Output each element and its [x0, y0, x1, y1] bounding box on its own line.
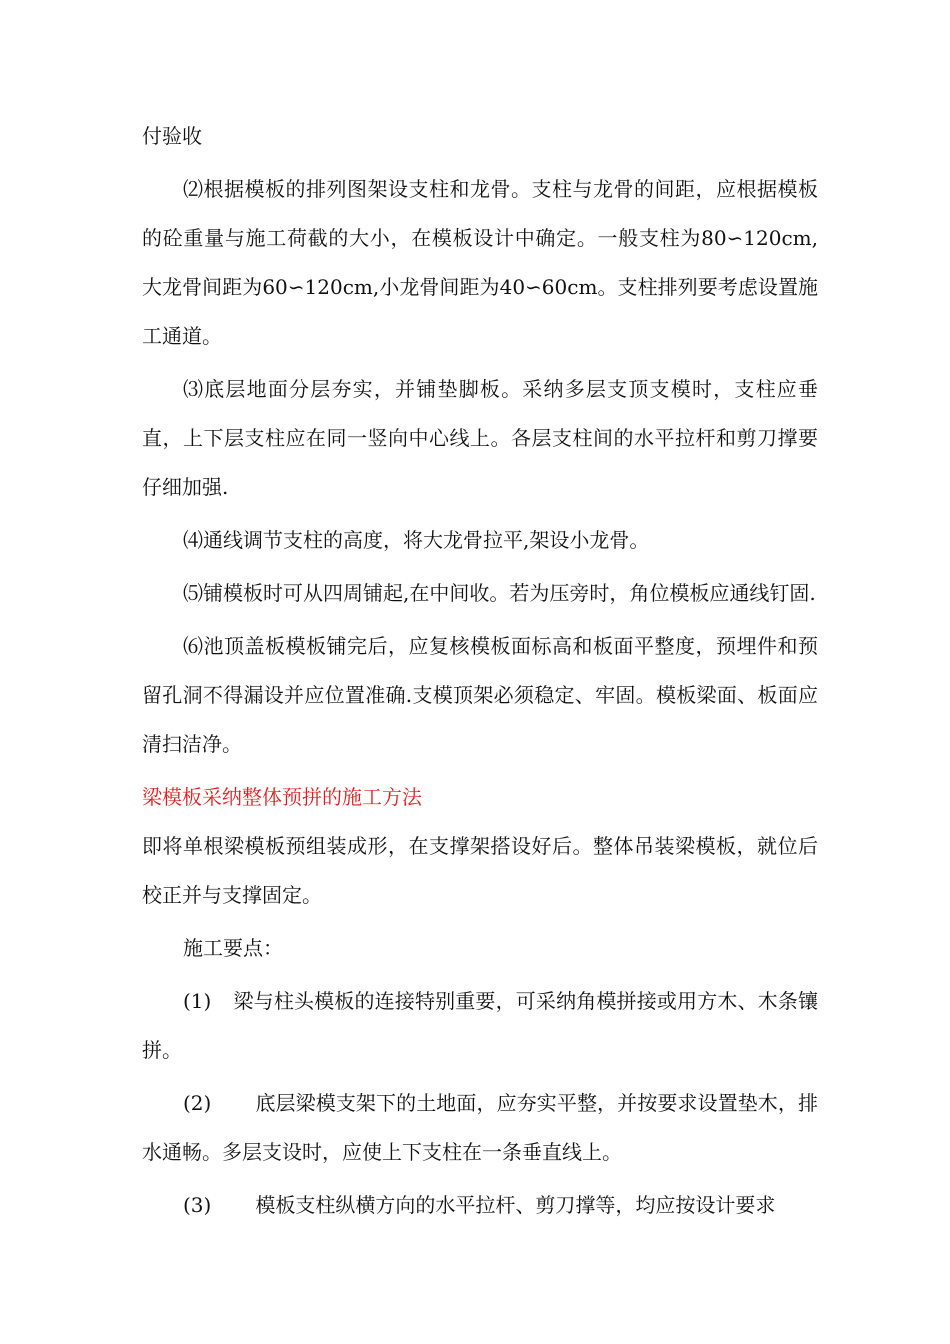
point-number-3: (3)	[183, 1193, 212, 1217]
point-text-3: 模板支柱纵横方向的水平拉杆、剪刀撑等，均应按设计要求	[255, 1193, 776, 1217]
point-text-1: 梁与柱头模板的连接特别重要，可采纳角模拼接或用方木、木条镶拼。	[142, 989, 818, 1062]
paragraph-item-3: ⑶底层地面分层夯实，并铺垫脚板。采纳多层支顶支模时，支柱应垂直，上下层支柱应在同一竖向中心线上。各层支柱间的水平拉杆和剪刀撑要仔细加强.	[142, 377, 818, 499]
point-item-1	[142, 977, 818, 1075]
point-item-3	[142, 1181, 818, 1230]
section-heading: 梁模板采纳整体预拼的施工方法	[142, 785, 422, 809]
point-text-2: 底层梁模支架下的土地面，应夯实平整，并按要求设置垫木，排水通畅。多层支设时，应使上下支柱在一条垂直线上。	[142, 1091, 818, 1164]
point-item-2	[142, 1079, 818, 1177]
paragraph-continuation: 付验收	[142, 124, 202, 148]
paragraph-item-4: ⑷通线调节支柱的高度，将大龙骨拉平,架设小龙骨。	[183, 528, 650, 552]
paragraph-item-5: ⑸铺模板时可从四周铺起,在中间收。若为压旁时，角位模板应通线钉固.	[183, 581, 816, 605]
paragraph-item-6: ⑹池顶盖板模板铺完后，应复核模板面标高和板面平整度，预埋件和预留孔洞不得漏设并应位置准确.支模顶架必须稳定、牢固。模板梁面、板面应清扫洁净。	[142, 634, 818, 756]
points-label: 施工要点：	[183, 936, 283, 960]
point-number-2: (2)	[183, 1091, 212, 1115]
document-body	[142, 112, 818, 1230]
section-intro: 即将单根梁模板预组装成形，在支撑架搭设好后。整体吊装梁模板，就位后校正并与支撑固定。	[142, 834, 818, 907]
point-number-1: (1)	[183, 989, 212, 1013]
paragraph-item-2: ⑵根据模板的排列图架设支柱和龙骨。支柱与龙骨的间距，应根据模板的砼重量与施工荷截的大小，在模板设计中确定。一般支柱为80∽120cm,大龙骨间距为60∽120cm,小龙骨间距为40∽60cm。支柱排列要考虑设置施工通道。	[142, 177, 818, 348]
